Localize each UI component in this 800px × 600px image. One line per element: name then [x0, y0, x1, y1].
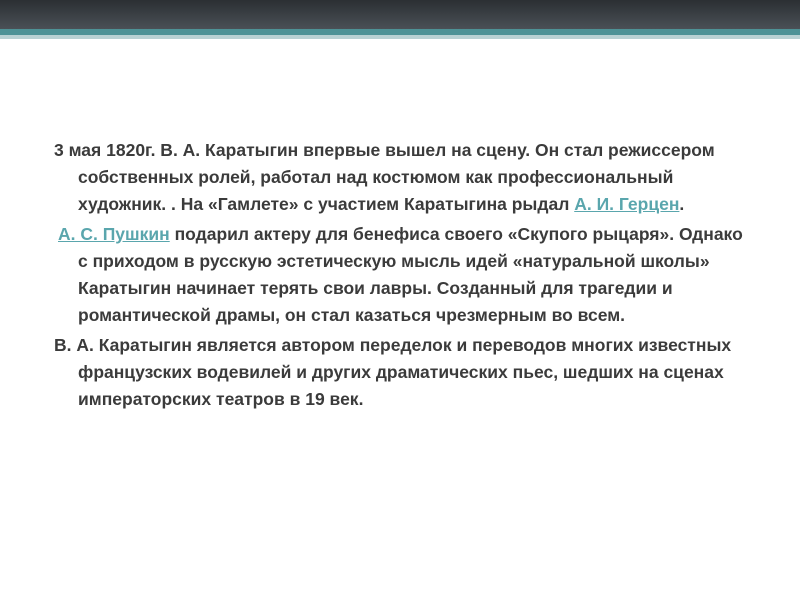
paragraph-debut	[54, 137, 754, 218]
slide-body	[54, 137, 754, 416]
header-light-band	[0, 35, 800, 39]
herzen-link[interactable]: А. И. Герцен	[574, 194, 680, 214]
paragraph-works	[54, 332, 754, 413]
paragraph-debut-end: .	[679, 194, 685, 214]
paragraph-pushkin-text: подарил актеру для бенефиса своего «Скупого рыцаря». Однако с приходом в русскую эстетическую мысль идей «натуральной школы» Каратыгин начинает терять свои лавры. Созданный для трагедии и романтической драмы, он стал казаться чрезмерным во всем.	[78, 224, 743, 325]
paragraph-works-text: В. А. Каратыгин является автором переделок и переводов многих известных французских водевилей и других драматических пьес, шедших на сценах императорских театров в 19 век.	[54, 335, 732, 409]
paragraph-pushkin	[54, 221, 754, 329]
pushkin-link[interactable]: А. С. Пушкин	[58, 224, 170, 244]
header-dark-band	[0, 0, 800, 29]
paragraph-debut-text: 3 мая 1820г. В. А. Каратыгин впервые вышел на сцену. Он стал режиссером собственных ролей, работал над костюмом как профессиональный художник. . На «Гамлете» с участием Каратыгина рыдал	[54, 140, 715, 214]
